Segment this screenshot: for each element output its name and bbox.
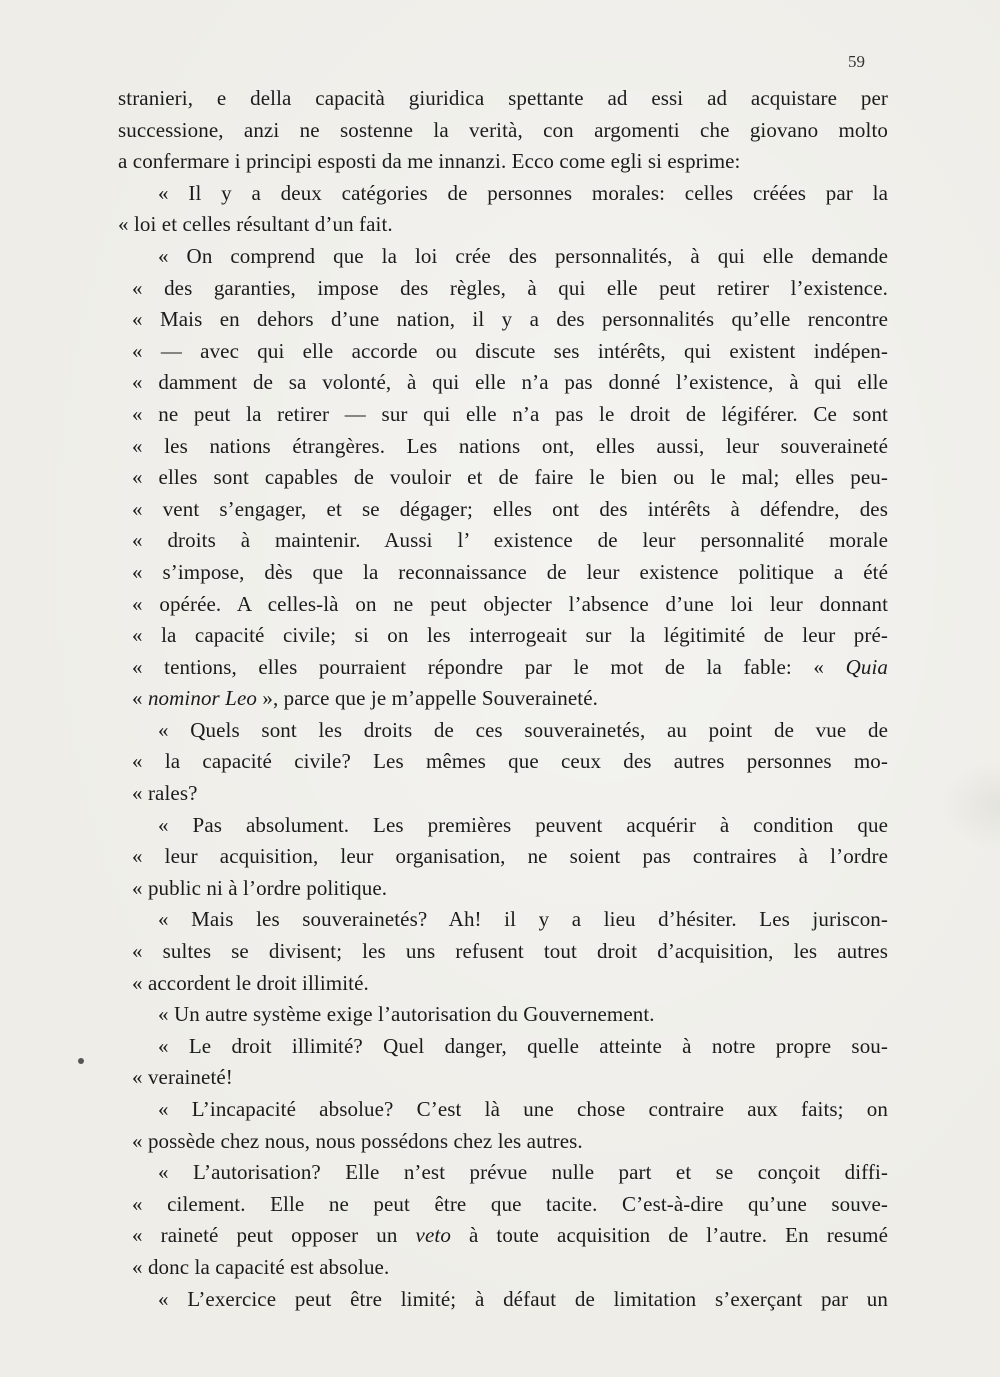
- text-line: « Le droit illimité? Quel danger, quelle atteinte à notre propre sou-: [158, 1033, 888, 1058]
- text-line: « s’impose, dès que la reconnaissance de leur existence politique a été: [132, 559, 888, 584]
- text-line: « Mais en dehors d’une nation, il y a des personnalités qu’elle rencontre: [132, 307, 888, 332]
- text-line: « Un autre système exige l’autorisation du Gouvernement.: [158, 1002, 655, 1027]
- text-line: [118, 652, 888, 684]
- text-line: « Mais les souverainetés? Ah! il y a lieu d’hésiter. Les juriscon-: [158, 907, 888, 932]
- text-line: « donc la capacité est absolue.: [132, 1254, 390, 1279]
- italic-phrase: nominor Leo: [147, 686, 257, 711]
- text-line: « ne peut la retirer — sur qui elle n’a pas le droit de légiférer. Ce sont: [132, 401, 888, 426]
- text-fragment: à toute acquisition de l’autre. En resumé: [450, 1223, 888, 1248]
- text-line: « On comprend que la loi crée des personnalités, à qui elle demande: [158, 243, 888, 268]
- text-line: « veraineté!: [132, 1065, 233, 1090]
- text-line: stranieri, e della capacità giuridica spettante ad essi ad acquistare per: [118, 86, 888, 110]
- text-fragment: « raineté peut opposer un: [132, 1223, 416, 1248]
- text-line: [118, 1220, 888, 1252]
- text-line: « possède chez nous, nous possédons chez les autres.: [132, 1128, 583, 1153]
- text-line: « la capacité civile? Les mêmes que ceux des autres personnes mo-: [132, 749, 888, 774]
- ink-speck: [78, 1058, 84, 1064]
- paper-shadow: [940, 760, 1000, 850]
- text-line: « public ni à l’ordre politique.: [132, 875, 388, 900]
- text-line: « la capacité civile; si on les interrogeait sur la légitimité de leur pré-: [132, 623, 888, 648]
- text-line: « leur acquisition, leur organisation, ne soient pas contraires à l’ordre: [132, 844, 888, 869]
- text-fragment: « tentions, elles pourraient répondre par le mot de la fable: «: [132, 654, 825, 679]
- text-line: « Pas absolument. Les premières peuvent acquérir à condition que: [158, 812, 888, 837]
- text-line: « vent s’engager, et se dégager; elles ont des intérêts à défendre, des: [132, 496, 888, 521]
- text-line: « droits à maintenir. Aussi l’ existence de leur personnalité morale: [132, 528, 888, 553]
- text-line: « opérée. A celles-là on ne peut objecter l’absence d’une loi leur donnant: [132, 591, 888, 616]
- text-line: « les nations étrangères. Les nations ont, elles aussi, leur souveraineté: [132, 433, 888, 458]
- text-line: a confermare i principi esposti da me innanzi. Ecco come egli si esprime:: [118, 149, 741, 174]
- text-line: « rales?: [132, 781, 198, 806]
- text-line: « cilement. Elle ne peut être que tacite. C’est-à-dire qu’une souve-: [132, 1191, 888, 1216]
- text-line: « loi et celles résultant d’un fait.: [118, 212, 393, 237]
- page-number: 59: [848, 52, 865, 71]
- text-line: « L’incapacité absolue? C’est là une chose contraire aux faits; on: [158, 1097, 888, 1121]
- text-line: « L’exercice peut être limité; à défaut de limitation s’exerçant par un: [158, 1286, 888, 1311]
- text-fragment: «: [132, 686, 148, 711]
- text-line: successione, anzi ne sostenne la verità, con argomenti che giovano molto: [118, 117, 888, 142]
- body-text: [118, 83, 888, 1315]
- text-line: [118, 683, 888, 715]
- text-line: « Quels sont les droits de ces souverainetés, au point de vue de: [158, 717, 888, 742]
- italic-word: veto: [415, 1223, 451, 1248]
- italic-phrase: Quia: [845, 654, 888, 679]
- text-line: « des garanties, impose des règles, à qui elle peut retirer l’existence.: [132, 275, 888, 300]
- text-line: « sultes se divisent; les uns refusent tout droit d’acquisition, les autres: [132, 939, 888, 964]
- text-line: « accordent le droit illimité.: [132, 970, 369, 995]
- text-fragment: », parce que je m’appelle Souveraineté.: [262, 686, 599, 711]
- text-line: « elles sont capables de vouloir et de faire le bien ou le mal; elles peu-: [132, 465, 888, 490]
- text-line: « — avec qui elle accorde ou discute ses intérêts, qui existent indépen-: [132, 338, 888, 363]
- text-line: « L’autorisation? Elle n’est prévue nulle part et se conçoit diffi-: [158, 1160, 888, 1185]
- text-line: « Il y a deux catégories de personnes morales: celles créées par la: [158, 180, 888, 205]
- text-line: « damment de sa volonté, à qui elle n’a pas donné l’existence, à qui elle: [132, 370, 888, 395]
